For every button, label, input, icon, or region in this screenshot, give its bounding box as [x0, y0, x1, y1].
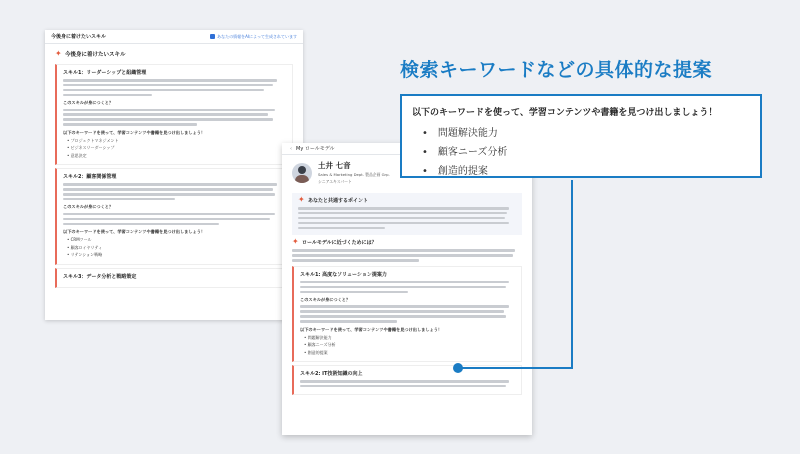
chevron-left-icon[interactable]: ‹	[290, 145, 292, 152]
benefit-question: このスキルが身につくと？	[63, 204, 114, 210]
skill-card-heading: スキル3：データ分析と戦略策定	[63, 273, 137, 280]
role-model-role: シニアエキスパート	[318, 179, 352, 184]
role-model-dept: Sales & Marketing Dept. 製品企画 Grp.	[318, 172, 390, 177]
skill-card-heading: スキル2：顧客関係管理	[63, 174, 117, 181]
skill-card-heading: スキル2: IT技術知識の向上	[300, 371, 363, 378]
skill-card-heading: スキル1：リーダーシップと組織管理	[63, 70, 147, 76]
skill-card-heading: スキル1: 高度なソリューション提案力	[300, 271, 387, 278]
sparkle-icon	[55, 51, 62, 58]
approach-section	[292, 239, 522, 261]
callout-lead: 以下のキーワードを使って、学習コンテンツや書籍を見つけ出しましょう！	[412, 108, 718, 118]
callout-keyword: • 問題解決能力	[422, 124, 750, 139]
benefit-question: このスキルが身につくと？	[300, 297, 351, 303]
keyword-item: • ビジネスリーダーシップ	[67, 145, 286, 151]
skills-window-header	[45, 30, 303, 44]
role-model-title: My ロールモデル	[296, 146, 335, 152]
skill-card	[55, 64, 293, 165]
sparkle-icon	[298, 197, 305, 204]
keyword-item: • 問題解決能力	[304, 335, 515, 341]
avatar	[292, 163, 312, 183]
keyword-item: • 意思決定	[67, 153, 286, 159]
ai-generated-note: あなたの情報をAIによって生成されています	[210, 34, 297, 40]
common-points-title: あなたと共通するポイント	[308, 198, 369, 204]
common-points-box	[292, 193, 522, 235]
role-model-name: 土井 七音	[318, 161, 351, 170]
role-skill-card	[292, 365, 522, 395]
feature-headline: 検索キーワードなどの具体的な提案	[400, 59, 713, 81]
keywords-lead: 以下のキーワードを使って、学習コンテンツや書籍を見つけ出しましょう！	[63, 129, 206, 135]
keyword-item: • プロジェクトマネジメント	[67, 138, 286, 144]
keyword-item: • 創造的提案	[304, 350, 515, 356]
callout-keyword: • 創造的提案	[422, 162, 750, 177]
approach-title: ロールモデルに近づくためには？	[302, 240, 377, 247]
role-model-window	[282, 143, 532, 435]
keyword-item: • 顧客ロイヤリティ	[67, 245, 286, 251]
keywords-callout	[400, 94, 762, 178]
keyword-item: • CRMツール	[67, 237, 286, 243]
keyword-item: • リテンション戦略	[67, 252, 286, 258]
skills-window	[45, 30, 303, 320]
keywords-lead: 以下のキーワードを使って、学習コンテンツや書籍を見つけ出しましょう！	[300, 326, 443, 332]
skill-card	[55, 168, 293, 264]
sparkle-icon	[292, 239, 299, 246]
section-title: ✦ 今後身に着けたいスキル	[45, 44, 303, 61]
keyword-item: • 顧客ニーズ分析	[304, 342, 515, 348]
callout-keyword: • 顧客ニーズ分析	[422, 143, 750, 158]
benefit-question: このスキルが身につくと？	[63, 100, 114, 106]
skills-window-title: 今後身に着けたいスキル	[51, 34, 106, 40]
role-skill-card	[292, 266, 522, 362]
ai-icon	[210, 34, 215, 39]
keywords-lead: 以下のキーワードを使って、学習コンテンツや書籍を見つけ出しましょう！	[63, 229, 206, 235]
skill-card	[55, 268, 293, 288]
